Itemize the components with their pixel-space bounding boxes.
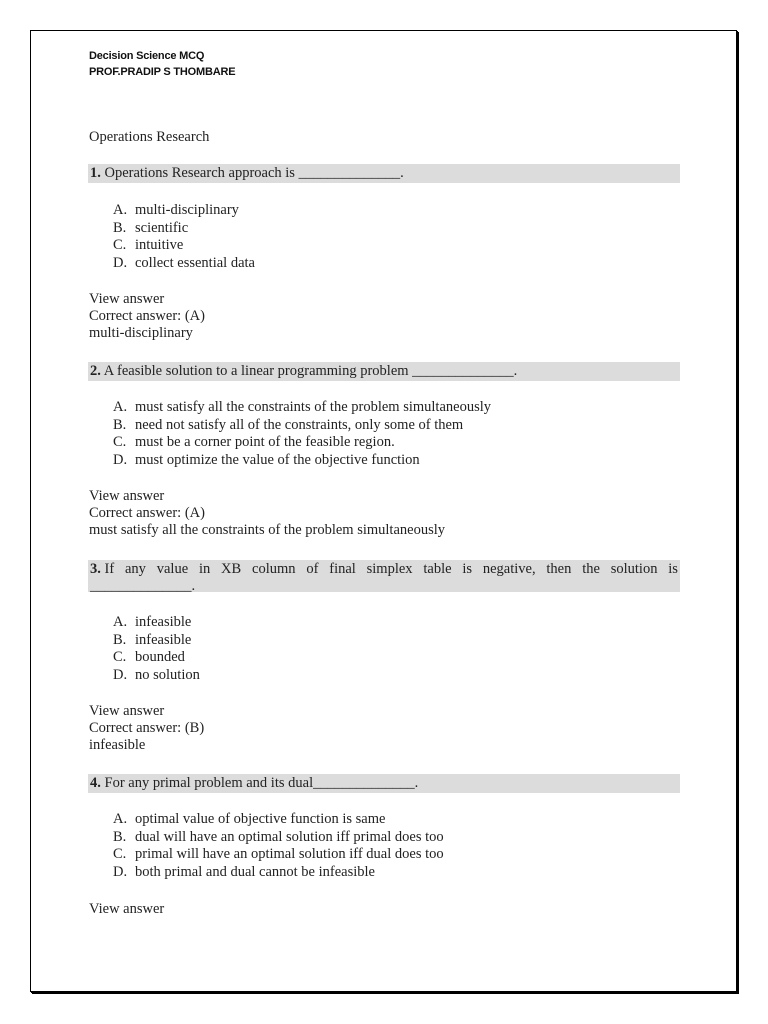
question-word: final	[329, 561, 356, 577]
question-text: A feasible solution to a linear programming problem ______________.	[103, 363, 518, 379]
question-number: 2.	[90, 363, 101, 379]
option-d[interactable]: D. both primal and dual cannot be infeasible	[113, 863, 375, 880]
options-list-4	[113, 811, 444, 881]
option-a[interactable]: A. optimal value of objective function is same	[113, 811, 386, 827]
question-word: is	[668, 561, 678, 577]
question-word: in	[198, 561, 211, 577]
answer-block-2	[89, 488, 445, 539]
correct-answer: Correct answer: (A)	[89, 308, 205, 324]
question-text-line-2: ______________.	[90, 578, 196, 594]
answer-text: multi-disciplinary	[89, 325, 193, 341]
author-name: PROF.PRADIP S THOMBARE	[89, 66, 236, 78]
option-b[interactable]: B. infeasible	[113, 631, 192, 648]
answer-text: must satisfy all the constraints of the problem simultaneously	[89, 522, 446, 538]
question-text: For any primal problem and its dual______________.	[104, 775, 419, 791]
view-answer-link[interactable]: View answer	[89, 488, 165, 504]
question-word: any	[124, 561, 146, 577]
correct-answer: Correct answer: (B)	[89, 720, 205, 736]
option-b[interactable]: B. dual will have an optimal solution iff primal does too	[113, 828, 444, 845]
question-number: 3.	[90, 561, 101, 577]
option-a[interactable]: A. must satisfy all the constraints of the problem simultaneously	[113, 399, 492, 415]
option-d[interactable]: D. collect essential data	[113, 254, 255, 271]
option-c[interactable]: C. must be a corner point of the feasible region.	[113, 434, 395, 450]
answer-block-1	[89, 291, 205, 342]
option-b[interactable]: B. need not satisfy all of the constraints, only some of them	[113, 416, 464, 433]
answer-text: infeasible	[89, 737, 146, 753]
question-1	[88, 164, 680, 183]
view-answer-link[interactable]: View answer	[89, 901, 165, 917]
answer-block-4	[89, 901, 164, 918]
section-title: Operations Research	[89, 129, 210, 145]
question-word: XB	[221, 561, 242, 577]
option-d[interactable]: D. must optimize the value of the objective function	[113, 451, 420, 468]
question-text-line-1	[90, 561, 678, 578]
question-word: is	[462, 561, 473, 577]
question-word: column	[252, 561, 296, 577]
question-number: 4.	[90, 775, 101, 791]
question-word: then	[546, 561, 572, 577]
question-word: solution	[610, 561, 658, 577]
question-word: value	[156, 561, 189, 577]
question-word: 3. If	[90, 561, 115, 577]
question-4	[88, 774, 680, 793]
question-number: 1.	[90, 165, 101, 181]
option-c[interactable]: C. intuitive	[113, 237, 184, 253]
question-word: negative,	[482, 561, 536, 577]
view-answer-link[interactable]: View answer	[89, 291, 165, 307]
option-b[interactable]: B. scientific	[113, 219, 189, 236]
question-word: the	[582, 561, 600, 577]
question-2	[88, 362, 680, 381]
view-answer-link[interactable]: View answer	[89, 703, 165, 719]
options-list-2	[113, 399, 491, 469]
question-word: table	[423, 561, 452, 577]
option-d[interactable]: D. no solution	[113, 666, 200, 683]
question-word: of	[306, 561, 319, 577]
answer-block-3	[89, 703, 204, 754]
question-word: simplex	[366, 561, 413, 577]
option-a[interactable]: A. infeasible	[113, 614, 192, 630]
option-c[interactable]: C. bounded	[113, 649, 185, 665]
options-list-3	[113, 614, 200, 684]
document-title: Decision Science MCQ	[89, 50, 205, 62]
option-a[interactable]: A. multi-disciplinary	[113, 202, 239, 218]
question-text: Operations Research approach is ______________.	[104, 165, 404, 181]
options-list-1	[113, 202, 255, 272]
correct-answer: Correct answer: (A)	[89, 505, 205, 521]
option-c[interactable]: C. primal will have an optimal solution iff dual does too	[113, 846, 444, 862]
question-3	[88, 560, 680, 592]
